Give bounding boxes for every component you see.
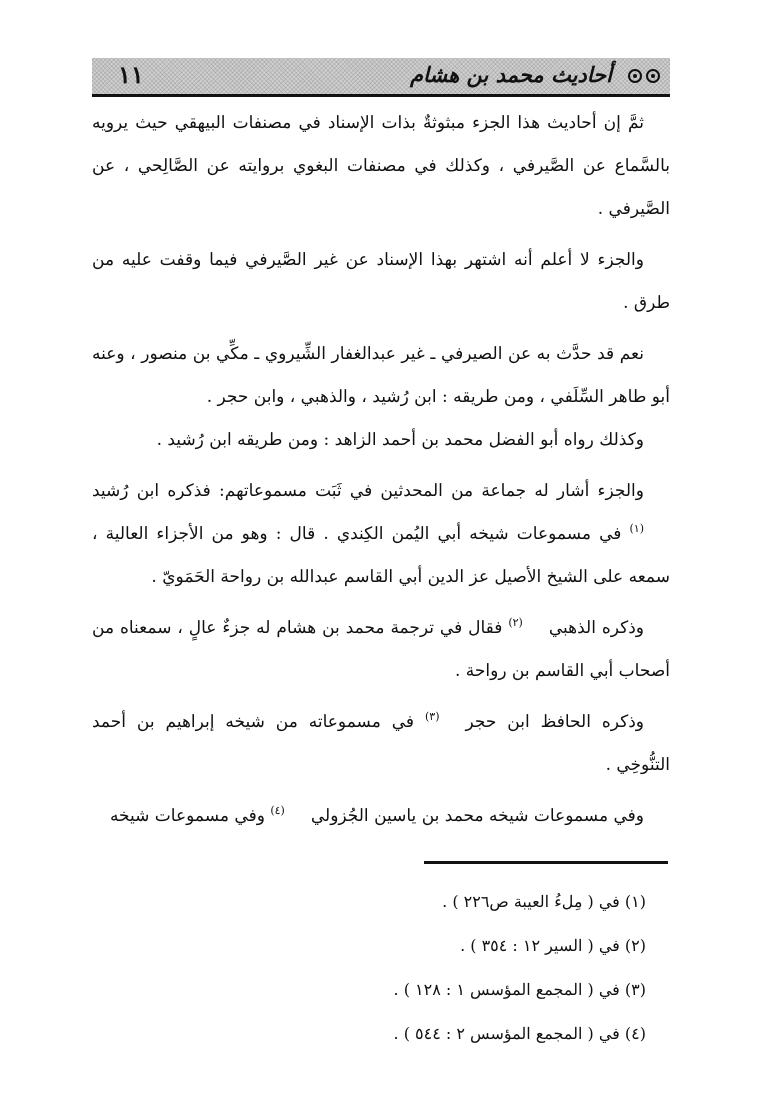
running-title: أحاديث محمد بن هشام: [410, 62, 612, 87]
footnote-marker-2[interactable]: (٢): [508, 616, 523, 630]
running-header: [92, 58, 670, 97]
footnote-marker-4[interactable]: (٤): [270, 804, 285, 818]
paragraph-text: فقال في ترجمة محمد بن هشام له جزءٌ عالٍ ، سمعناه من أصحاب أبي القاسم بن رواحة .: [92, 618, 670, 681]
footnote-marker-3[interactable]: (٣): [424, 710, 440, 724]
paragraph-text: في مسموعاته من شيخه إبراهيم بن أحمد التنُّوخِي .: [92, 712, 670, 775]
paragraph-text: نعم قد حدَّث به عن الصيرفي ـ غير عبدالغفار الشِّيروي ـ مكِّي بن منصور ، وعنه أبو طاهر السِّلَفي ، ومن طريقه : ابن رُشيد ، والذهبي ، وابن حجر .: [92, 344, 670, 407]
paragraph-text: والجزء أشار له جماعة من المحدثين في ثَبَت مسموعاتهم: فذكره ابن رُشيد: [92, 481, 644, 501]
footnote-2: (٢) في ( السير ١٢ : ٣٥٤ ) .: [460, 936, 646, 955]
paragraph-text: ثمَّ إن أحاديث هذا الجزء مبثوثةٌ بذات الإسناد في مصنفات البيهقي حيث يرويه بالسَّماع عن الصَّيرفي ، وكذلك في مصنفات البغوي بروايته عن الصَّالِحي ، عن الصَّيرفي .: [92, 113, 670, 219]
footnote-1: (١) في ( مِلءُ العيبة ص٢٢٦ ) .: [442, 892, 646, 911]
paragraph-text: وذكره الحافظ ابن حجر: [465, 712, 644, 732]
paragraph-6: [92, 607, 670, 693]
double-ring-ornament-icon: [620, 69, 660, 85]
paragraph-1: [92, 102, 670, 231]
paragraph-text: والجزء لا أعلم أنه اشتهر بهذا الإسناد عن غير الصَّيرفي فيما وقفت عليه من طرق .: [92, 250, 670, 313]
main-text: [92, 102, 670, 854]
footnote-3: (٣) في ( المجمع المؤسس ١ : ١٢٨ ) .: [393, 980, 646, 999]
paragraph-4: [92, 419, 670, 462]
paragraph-text: وفي مسموعات شيخه محمد بن ياسين الجُزولي: [310, 806, 644, 826]
footnote-divider: [424, 861, 668, 864]
paragraph-8: [92, 795, 670, 838]
paragraph-text: وذكره الذهبي: [548, 618, 644, 638]
paragraph-2: [92, 239, 670, 325]
footnote-4: (٤) في ( المجمع المؤسس ٢ : ٥٤٤ ) .: [393, 1024, 646, 1043]
paragraph-3: [92, 333, 670, 419]
page-number: ١١: [118, 60, 144, 89]
paragraph-text: وفي مسموعات شيخه: [109, 806, 271, 826]
paragraph-text: في مسموعات شيخه أبي اليُمن الكِندي . قال : وهو من الأجزاء العالية ، سمعه على الشيخ الأصيل عز الدين أبي القاسم عبدالله بن رواحة الحَمَويّ .: [92, 524, 670, 587]
footnotes: [90, 880, 668, 1056]
paragraph-text: وكذلك رواه أبو الفضل محمد بن أحمد الزاهد : ومن طريقه ابن رُشيد .: [156, 430, 644, 450]
footnote-marker-1[interactable]: (١): [629, 522, 644, 536]
paragraph-7: [92, 701, 670, 787]
paragraph-5: [92, 470, 670, 599]
ring-ornament-icon: [628, 69, 642, 83]
ring-ornament-icon: [646, 69, 660, 83]
